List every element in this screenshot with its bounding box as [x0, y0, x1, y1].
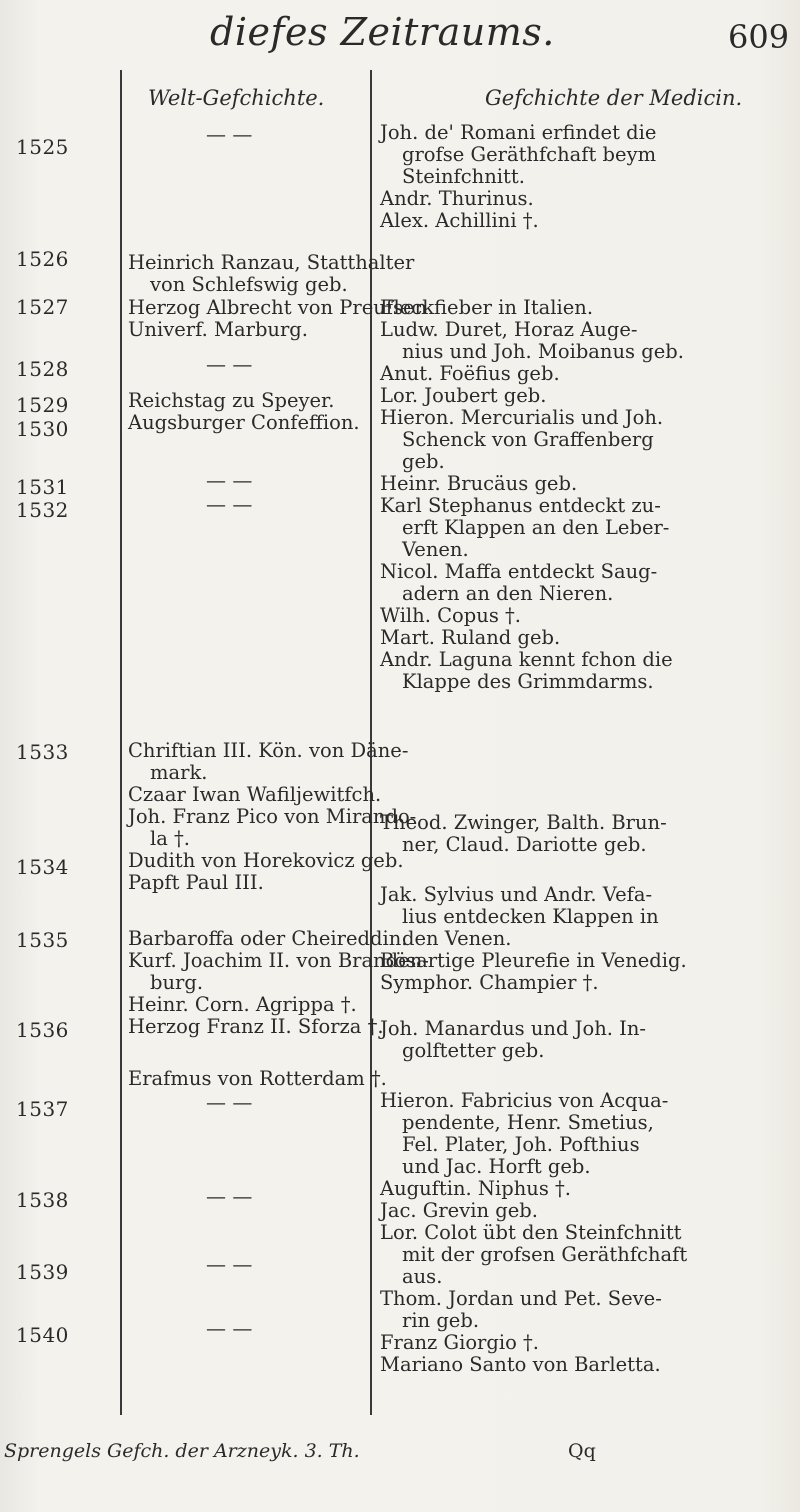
- dash-1531: — —: [206, 468, 253, 492]
- year-1532: 1532: [16, 498, 69, 522]
- medicine-entries-1527-1532: Fleckfieber in Italien. Ludw. Duret, Horaz Auge- nius und Joh. Moibanus geb. Anut. Foëfius geb. Lor. Joubert geb. Hieron. Mercurialis und Joh. Schenck von Graffenberg geb. Heinr. Brucäus geb. Karl Stephanus entdeckt zu- erft Klappen an den Leber- Venen. Nicol. Maffa entdeckt Saug- adern an den Nieren. Wilh. Copus †. Mart. Ruland geb. Andr. Laguna kennt fchon die Klappe des Grimmdarms.: [380, 296, 684, 693]
- dash-1540: — —: [206, 1316, 253, 1340]
- year-1540: 1540: [16, 1323, 69, 1347]
- year-1539: 1539: [16, 1260, 69, 1284]
- year-1538: 1538: [16, 1188, 69, 1212]
- year-1536: 1536: [16, 1018, 69, 1042]
- dash-1539: — —: [206, 1252, 253, 1276]
- dash-1532: — —: [206, 492, 253, 516]
- medicine-entries-1537-1540: Hieron. Fabricius von Acqua- pendente, Henr. Smetius, Fel. Plater, Joh. Pofthius und Jac. Horft geb. Auguftin. Niphus †. Jac. Grevin geb. Lor. Colot übt den Steinfchnitt mit der grofsen Geräthfchaft aus. Thom. Jordan und Pet. Seve- rin geb. Franz Giorgio †. Mariano Santo von Barletta.: [380, 1089, 688, 1376]
- year-1534: 1534: [16, 855, 69, 879]
- year-1525: 1525: [16, 135, 69, 159]
- running-title: diefes Zeitraums.: [210, 10, 555, 54]
- year-1529: 1529: [16, 393, 69, 417]
- medicine-entry-1536: Joh. Manardus und Joh. In- golftetter geb.: [380, 1017, 647, 1062]
- page-number: 609: [728, 18, 790, 56]
- dash-1528: — —: [206, 352, 253, 376]
- dash-1525: — —: [206, 122, 253, 146]
- footer-signature-line: Sprengels Gefch. der Arzneyk. 3. Th.: [4, 1440, 360, 1462]
- dash-1538: — —: [206, 1184, 253, 1208]
- year-1526: 1526: [16, 247, 69, 271]
- world-history-heading: Welt-Gefchichte.: [148, 86, 325, 110]
- world-entry-1527: Herzog Albrecht von Preufsen Univerf. Marburg.: [128, 296, 428, 341]
- world-entry-1526: Heinrich Ranzau, Statthalter von Schlefswig geb.: [128, 251, 415, 296]
- year-1531: 1531: [16, 475, 69, 499]
- world-entry-1535: Barbaroffa oder Cheireddin. Kurf. Joachim II. von Branden- burg. Heinr. Corn. Agrippa †. Herzog Franz II. Sforza †.: [128, 927, 429, 1038]
- medicine-history-heading: Gefchichte der Medicin.: [485, 86, 743, 110]
- year-1533: 1533: [16, 740, 69, 764]
- year-1535: 1535: [16, 928, 69, 952]
- medicine-entry-1535: Jak. Sylvius und Andr. Vefa- lius entdecken Klappen in den Venen. Bösartige Pleurefie in Venedig. Symphor. Champier †.: [380, 883, 687, 994]
- column-rule-left: [120, 70, 122, 1415]
- dash-1537: — —: [206, 1090, 253, 1114]
- year-1537: 1537: [16, 1097, 69, 1121]
- world-entry-1533: Chriftian III. Kön. von Däne- mark. Czaar Iwan Wafiljewitfch. Joh. Franz Pico von Mirando- la †. Dudith von Horekovicz geb. Papft Paul III.: [128, 739, 417, 894]
- medicine-entries-1525-1532: Joh. de' Romani erfindet die grofse Geräthfchaft beym Steinfchnitt. Andr. Thurinus. Alex. Achillini †.: [380, 121, 657, 232]
- year-1527: 1527: [16, 295, 69, 319]
- year-1528: 1528: [16, 357, 69, 381]
- world-entry-1529: Reichstag zu Speyer. Augsburger Confeffion.: [128, 389, 360, 434]
- year-1530: 1530: [16, 417, 69, 441]
- signature-mark: Qq: [568, 1440, 596, 1462]
- world-entry-1536b: Erafmus von Rotterdam †.: [128, 1067, 387, 1090]
- medicine-entry-1534: Theod. Zwinger, Balth. Brun- ner, Claud. Dariotte geb.: [380, 811, 667, 856]
